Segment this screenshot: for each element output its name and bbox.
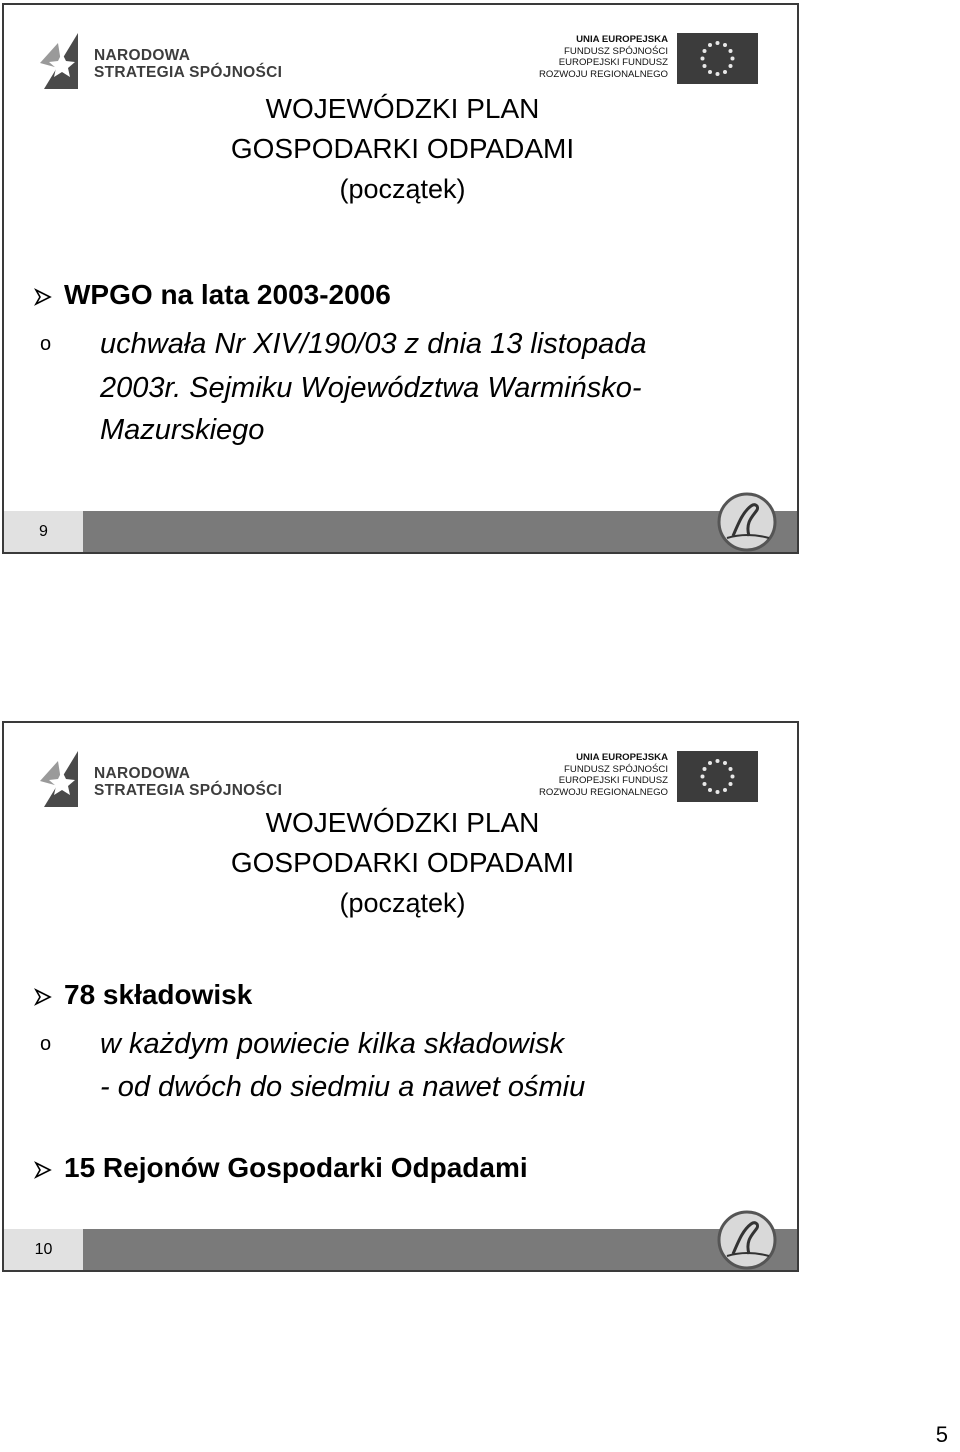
eu-line4: ROZWOJU REGIONALNEGO (539, 786, 668, 798)
slide-9 (2, 3, 799, 554)
slide-footer (4, 511, 799, 552)
eu-line4: ROZWOJU REGIONALNEGO (539, 68, 668, 80)
title-line1: WOJEWÓDZKI PLAN (265, 807, 540, 838)
sub-bullet-text: w każdym powiecie kilka składowisk (100, 1028, 565, 1060)
nss-line2: STRATEGIA SPÓJNOŚCI (94, 64, 283, 81)
bullet-text: 78 składowisk (64, 979, 253, 1010)
nss-logo-text (94, 765, 282, 799)
sub-bullet-text: uchwała Nr XIV/190/03 z dnia 13 listopada (100, 328, 647, 360)
arrow-bullet-icon (34, 288, 52, 306)
title-line2: GOSPODARKI ODPADAMI (230, 133, 575, 164)
slide-title (4, 803, 799, 923)
eu-line1: UNIA EUROPEJSKA (576, 752, 668, 763)
slide-number-box (4, 1229, 83, 1270)
sub-bullet-text: Mazurskiego (100, 414, 265, 446)
eu-line3: EUROPEJSKI FUNDUSZ (558, 775, 668, 787)
page-number: 5 (935, 1422, 948, 1447)
title-line2: GOSPODARKI ODPADAMI (230, 847, 575, 878)
sub-bullet-text: - od dwóch do siedmiu a nawet ośmiu (100, 1071, 586, 1103)
sub-bullet-text: 2003r. Sejmiku Województwa Warmińsko- (100, 372, 642, 404)
bullet-text: 15 Rejonów Gospodarki Odpadami (64, 1152, 528, 1183)
nss-logo-text (94, 47, 282, 81)
title-line1: WOJEWÓDZKI PLAN (265, 93, 540, 124)
arrow-bullet-icon (34, 1161, 52, 1179)
eu-line2: FUNDUSZ SPÓJNOŚCI (564, 45, 668, 57)
eu-flag-icon (677, 33, 758, 84)
slide-number: 10 (34, 1241, 53, 1258)
slide-number: 9 (39, 523, 48, 540)
circle-bullet-icon: o (40, 333, 52, 355)
footer-band (83, 1229, 799, 1270)
eu-line2: FUNDUSZ SPÓJNOŚCI (564, 763, 668, 775)
title-line3: (początek) (339, 174, 466, 204)
slide-title (4, 89, 799, 209)
arrow-bullet-icon (34, 988, 52, 1006)
circle-bullet-icon: o (40, 1033, 52, 1055)
eu-fund-text (504, 34, 668, 80)
title-line3: (początek) (339, 888, 466, 918)
eu-flag-icon (677, 751, 758, 802)
heron-logo-icon (715, 492, 785, 552)
footer-band (83, 511, 799, 552)
eu-line3: EUROPEJSKI FUNDUSZ (558, 57, 668, 69)
eu-fund-text (504, 752, 668, 798)
nss-line1: NARODOWA (94, 765, 191, 782)
eu-line1: UNIA EUROPEJSKA (576, 34, 668, 45)
slide-footer (4, 1229, 799, 1270)
slide-number-box (4, 511, 83, 552)
slide-10 (2, 721, 799, 1272)
heron-logo-icon (715, 1210, 785, 1270)
bullet-text: WPGO na lata 2003-2006 (64, 279, 391, 310)
nss-line2: STRATEGIA SPÓJNOŚCI (94, 782, 283, 799)
nss-line1: NARODOWA (94, 47, 191, 64)
